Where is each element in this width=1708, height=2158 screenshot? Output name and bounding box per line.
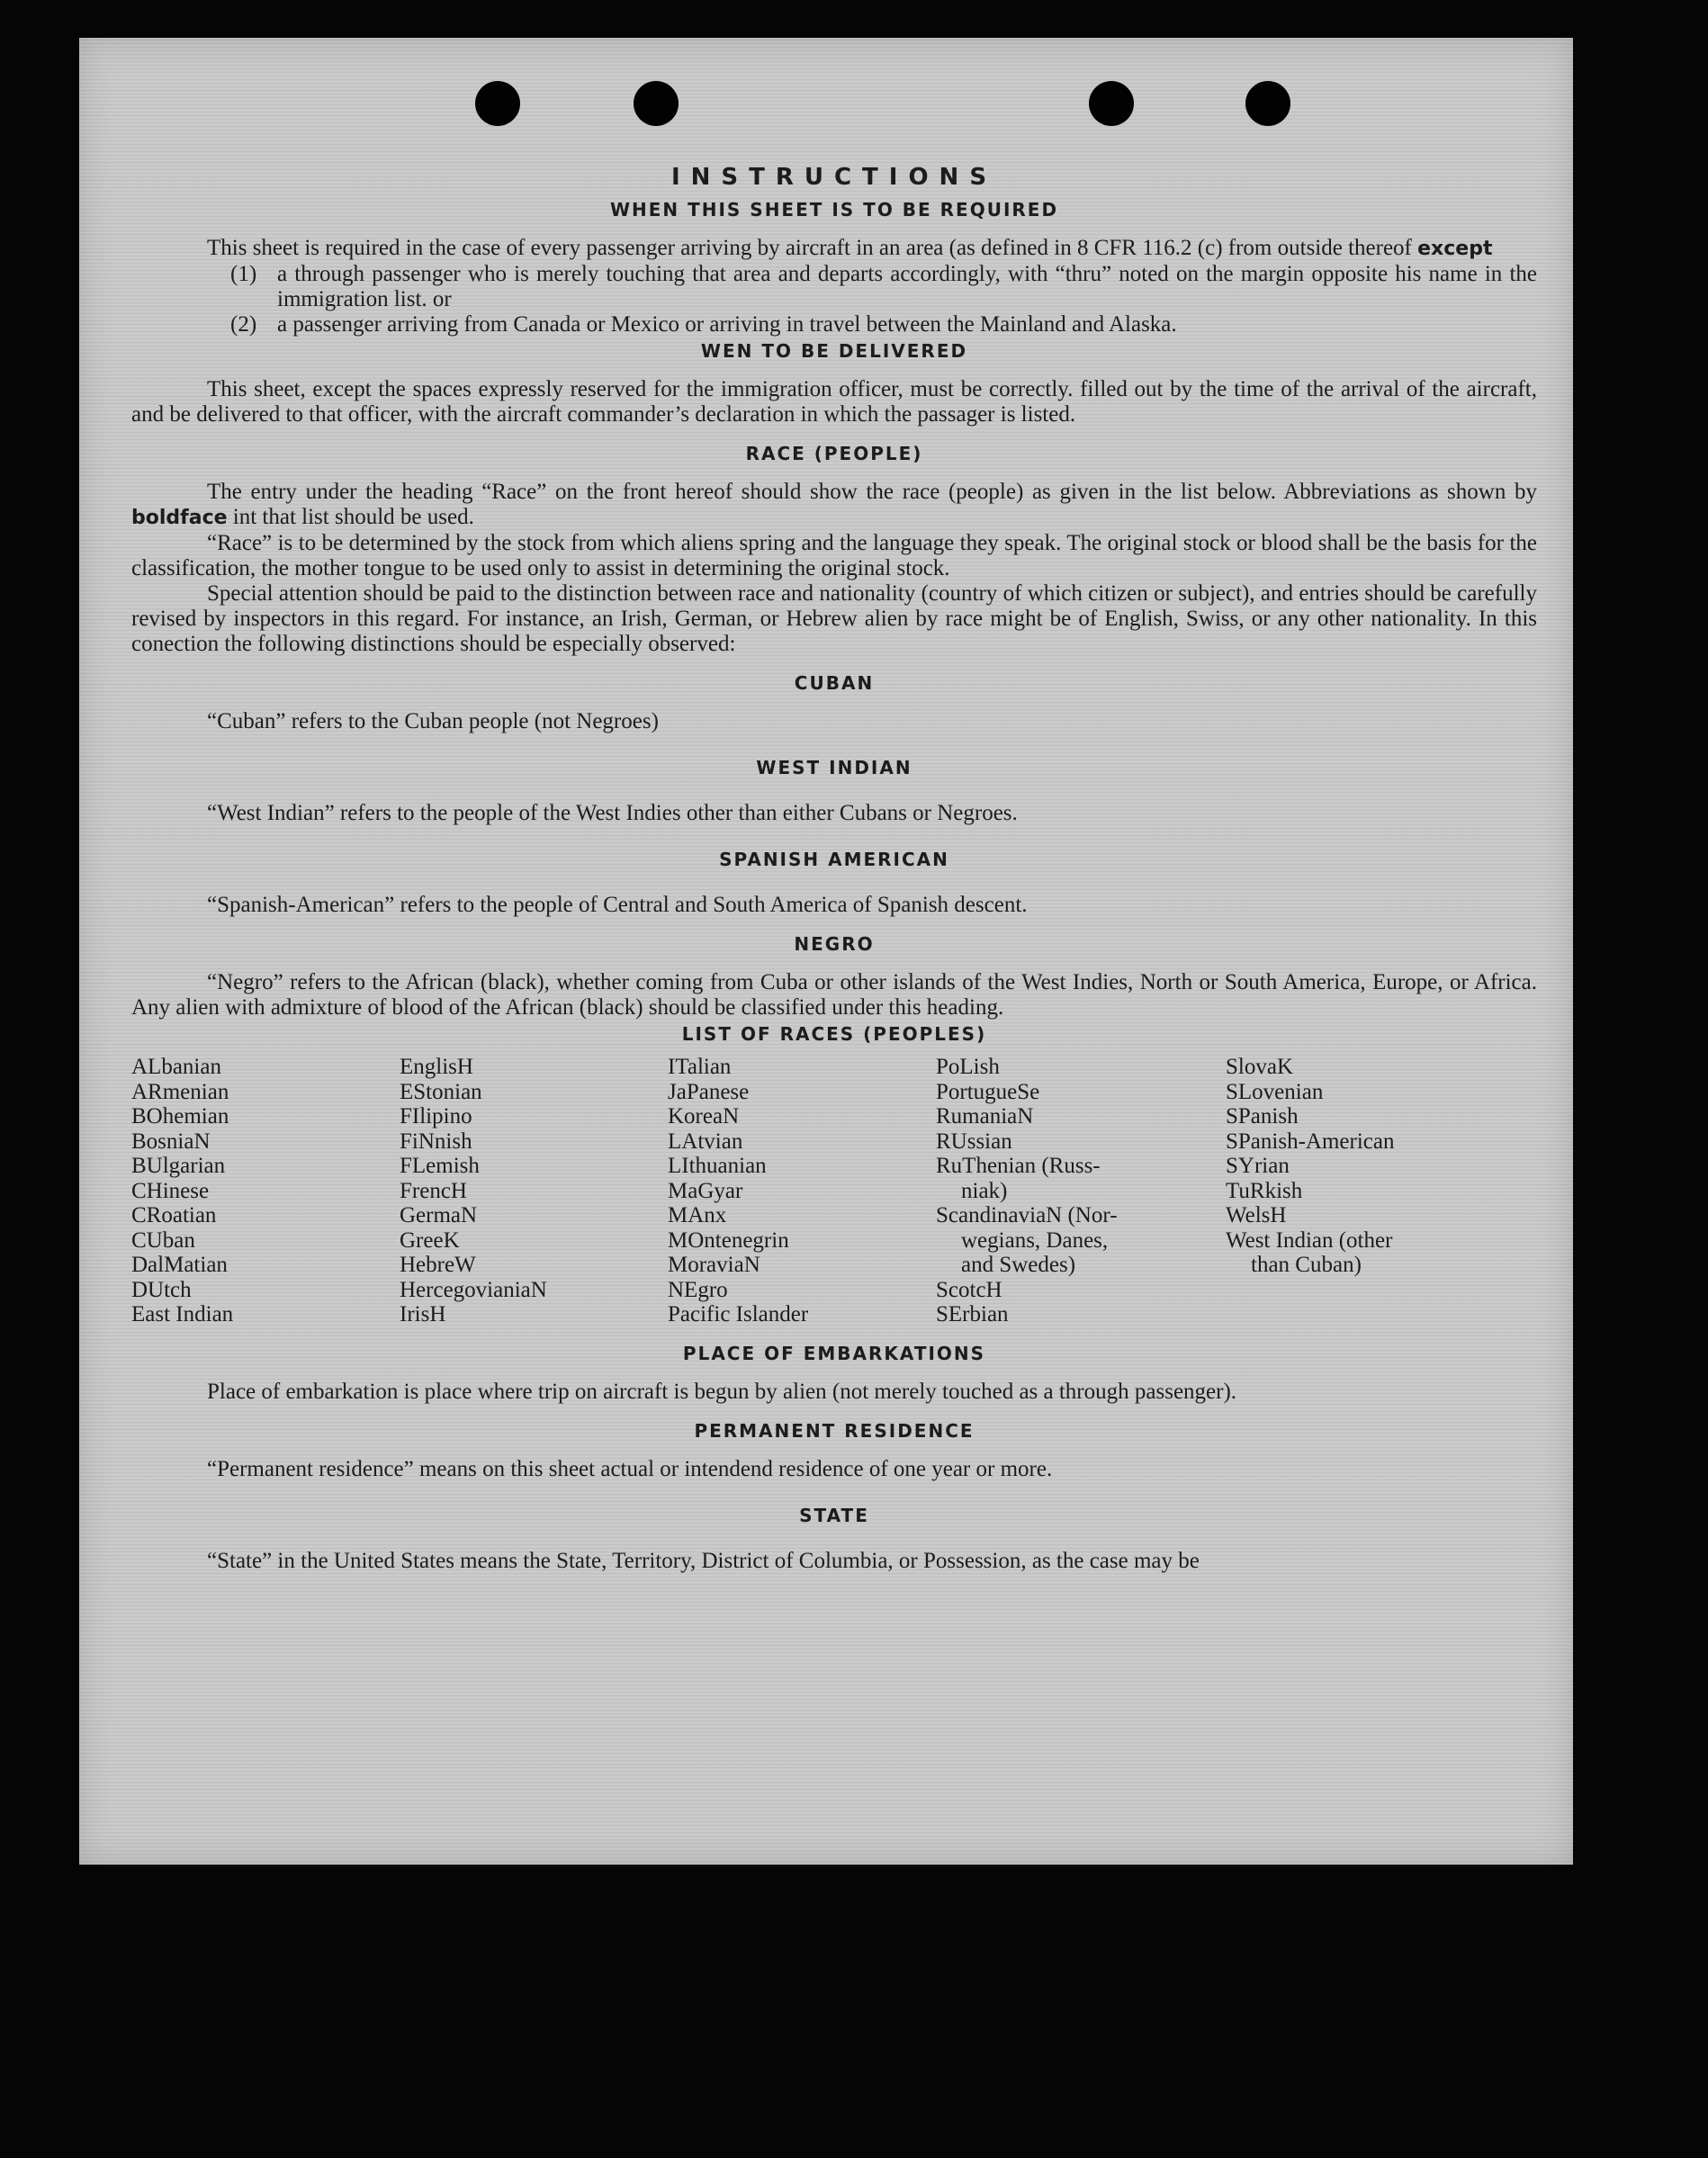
delivered-text: This sheet, except the spaces expressly reserved for the immigration officer, must be correctly. filled out by the time of the arrival of the aircraft, and be delivered to that officer, with the aircraft commander’s declaration in which the passager is listed.	[131, 377, 1537, 427]
race-entry: Pacific Islander	[668, 1302, 809, 1326]
required-item-1	[131, 262, 1537, 312]
race-entry: MOntenegrin	[668, 1227, 789, 1253]
item-text: a through passenger who is merely touching that area and departs accordingly, with “thru” noted on the margin opposite his name in the immigration list. or	[277, 262, 1537, 311]
race-entry: BUlgarian	[131, 1154, 226, 1178]
race-entry: NEgro	[668, 1277, 728, 1302]
race-entry: FLemish	[400, 1154, 480, 1178]
race-entry: RuThenian (Russ-	[936, 1154, 1101, 1178]
race-entry: KoreaN	[668, 1104, 740, 1128]
race-entry: SLovenian	[1226, 1079, 1324, 1104]
race-entry: ITalian	[668, 1055, 732, 1079]
races-column-5	[1226, 1055, 1496, 1327]
race-entry: MoraviaN	[668, 1253, 760, 1277]
required-intro-text: This sheet is required in the case of every passenger arriving by aircraft in an area (as defined in 8 CFR 116.2 (c) from outside thereof	[207, 236, 1412, 260]
race-entry: RumaniaN	[936, 1104, 1034, 1128]
cuban-text: “Cuban” refers to the Cuban people (not Negroes)	[207, 709, 659, 733]
race-entry: FrencH	[400, 1178, 467, 1203]
race-entry: SYrian	[1226, 1154, 1290, 1178]
race-entry: EStonian	[400, 1079, 482, 1104]
race-entry: ScandinaviaN (Nor-	[936, 1203, 1118, 1227]
heading-race: RACE (PEOPLE)	[745, 443, 923, 464]
residence-text: “Permanent residence” means on this sheet actual or intendend residence of one year or more.	[207, 1456, 1053, 1481]
race-paragraph-2: “Race” is to be determined by the stock from which aliens spring and the language they speak. The original stock or blood shall be the basis for the classification, the mother tongue to be used only to assist in determining the original stock.	[131, 531, 1537, 580]
required-intro	[131, 236, 1537, 262]
heading-spanish-american: SPANISH AMERICAN	[719, 849, 949, 870]
race-entry: GreeK	[400, 1227, 460, 1253]
heading-state: STATE	[799, 1504, 869, 1526]
heading-when-delivered: WEN TO BE DELIVERED	[700, 340, 968, 362]
heading-when-required: WHEN THIS SHEET IS TO BE REQUIRED	[609, 199, 1059, 220]
race-entry: than Cuban)	[1251, 1253, 1362, 1277]
races-column-4	[936, 1055, 1226, 1327]
race-p1-text: The entry under the heading “Race” on the front hereof should show the race (people) as given in the list below. Abbreviations as shown by	[207, 480, 1537, 504]
document-content	[131, 164, 1537, 1574]
document-sheet	[79, 38, 1573, 1865]
race-entry: DalMatian	[131, 1253, 228, 1277]
race-entry: WelsH	[1226, 1203, 1287, 1227]
race-entry: IrisH	[400, 1302, 446, 1326]
race-entry: BosniaN	[131, 1128, 211, 1154]
race-entry: ScotcH	[936, 1277, 1002, 1302]
punch-hole	[634, 81, 679, 126]
heading-permanent-residence: PERMANENT RESIDENCE	[694, 1419, 975, 1442]
race-entry: JaPanese	[668, 1079, 750, 1104]
race-entry: FiNnish	[400, 1128, 472, 1154]
heading-list-of-races: LIST OF RACES (PEOPLES)	[681, 1023, 987, 1045]
race-entry: wegians, Danes,	[961, 1227, 1109, 1253]
race-entry: and Swedes)	[961, 1253, 1076, 1277]
race-entry: SErbian	[936, 1302, 1009, 1326]
heading-negro: NEGRO	[794, 933, 875, 955]
race-entry: niak)	[961, 1178, 1008, 1203]
races-column-1	[131, 1055, 400, 1327]
race-entry: RUssian	[936, 1128, 1012, 1154]
race-entry: PortugueSe	[936, 1079, 1040, 1104]
race-entry: HebreW	[400, 1253, 476, 1277]
race-entry: CUban	[131, 1227, 195, 1253]
punch-hole	[1089, 81, 1134, 126]
punch-hole	[475, 81, 520, 126]
embarkation-text: Place of embarkation is place where trip on aircraft is begun by alien (not merely touched as a through passenger).	[207, 1379, 1237, 1404]
race-entry: EnglisH	[400, 1055, 473, 1079]
item-number: (2)	[230, 312, 257, 337]
race-entry: ARmenian	[131, 1079, 229, 1104]
race-entry: East Indian	[131, 1302, 234, 1326]
race-p1-end: int that list should be used.	[232, 505, 474, 529]
race-paragraph-3: Special attention should be paid to the distinction between race and nationality (country of which citizen or subject), and entries should be carefully revised by inspectors in this regard. For instance, an Irish, German, or Hebrew alien by race might be of English, Swiss, or any other nationality. In this conection the following distinctions should be especially observed:	[131, 581, 1537, 656]
punch-hole	[1245, 81, 1290, 126]
race-entry: SlovaK	[1226, 1055, 1293, 1079]
west-indian-text: “West Indian” refers to the people of the West Indies other than either Cubans or Negroes.	[207, 801, 1018, 825]
races-column-2	[400, 1055, 668, 1327]
race-entry: ALbanian	[131, 1055, 221, 1079]
races-list	[131, 1055, 1537, 1327]
heading-west-indian: WEST INDIAN	[756, 757, 912, 778]
heading-embarkation: PLACE OF EMBARKATIONS	[682, 1342, 986, 1364]
race-entry: PoLish	[936, 1055, 1000, 1079]
race-entry: HercegovianiaN	[400, 1277, 547, 1302]
race-entry: GermaN	[400, 1203, 478, 1227]
page-title: INSTRUCTIONS	[670, 164, 998, 191]
race-entry: DUtch	[131, 1277, 192, 1302]
race-entry: BOhemian	[131, 1104, 229, 1128]
race-entry: MaGyar	[668, 1178, 743, 1203]
race-entry: LAtvian	[668, 1128, 743, 1154]
races-column-3	[668, 1055, 936, 1327]
race-entry: West Indian (other	[1226, 1227, 1393, 1253]
state-text: “State” in the United States means the State, Territory, District of Columbia, or Possession, as the case may be	[207, 1548, 1200, 1573]
race-entry: SPanish-American	[1226, 1128, 1395, 1154]
race-entry: LIthuanian	[668, 1154, 767, 1178]
race-entry: FIlipino	[400, 1104, 472, 1128]
boldface-word: boldface	[131, 507, 228, 529]
race-entry: TuRkish	[1226, 1178, 1303, 1203]
race-paragraph-1	[131, 480, 1537, 531]
race-entry: MAnx	[668, 1203, 727, 1227]
item-text: a passenger arriving from Canada or Mexico or arriving in travel between the Mainland and Alaska.	[277, 312, 1177, 337]
heading-cuban: CUBAN	[794, 672, 875, 694]
race-entry: CRoatian	[131, 1203, 217, 1227]
item-number: (1)	[230, 262, 257, 286]
race-entry: CHinese	[131, 1178, 210, 1203]
negro-text: “Negro” refers to the African (black), whether coming from Cuba or other islands of the West Indies, North or South America, Europe, or Africa. Any alien with admixture of blood of the African (black) should be classified under this heading.	[131, 970, 1537, 1020]
spanish-american-text: “Spanish-American” refers to the people of Central and South America of Spanish descent.	[207, 893, 1028, 917]
race-entry: SPanish	[1226, 1104, 1299, 1128]
except-word: except	[1417, 238, 1493, 260]
required-item-2	[131, 312, 1537, 337]
